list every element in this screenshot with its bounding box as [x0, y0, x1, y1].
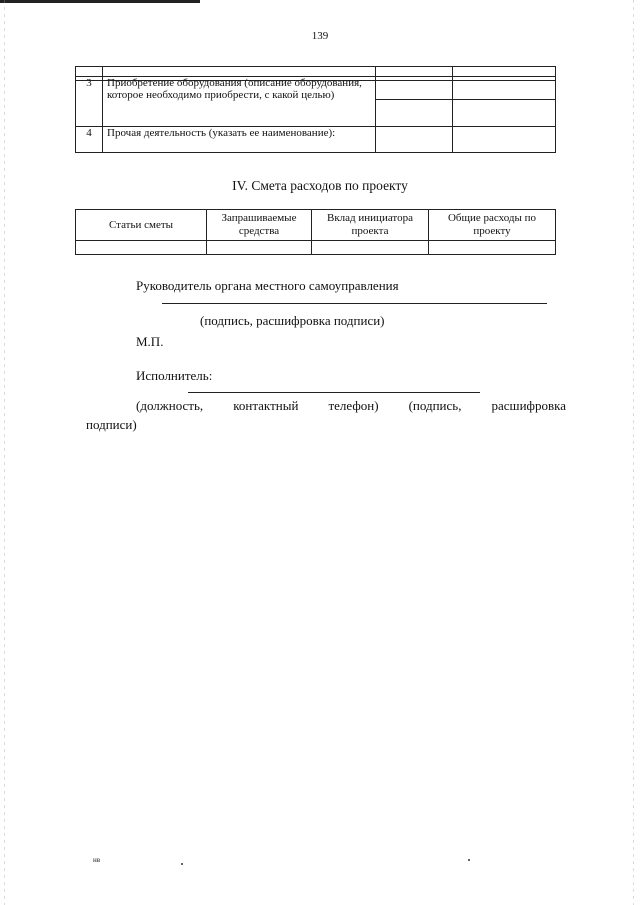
caption-word: расшифровка: [491, 398, 566, 413]
row-number: 3: [76, 77, 103, 127]
table-cell: [429, 241, 556, 255]
table-cell: [207, 241, 312, 255]
scan-edge: [633, 0, 634, 905]
footer-mark: нв: [93, 856, 101, 864]
row-number: [76, 67, 103, 77]
table-cell: [453, 77, 556, 127]
caption-word: контактный: [233, 398, 299, 413]
page-number: 139: [311, 30, 329, 42]
activities-table: [75, 66, 556, 153]
row-number: 4: [76, 127, 103, 153]
table-cell: [376, 127, 453, 153]
table-row: [76, 127, 556, 153]
table-row: [76, 67, 556, 77]
table-header-row: [76, 210, 556, 241]
row-description: Приобретение оборудования (описание оборудования, которое необходимо приобрести, с какой целью): [103, 77, 376, 127]
executor-caption-tail: подписи): [86, 417, 137, 432]
seal-label: М.П.: [136, 334, 164, 349]
top-edge-mark: [0, 0, 200, 3]
row-description: Прочая деятельность (указать ее наименование):: [103, 127, 376, 153]
table-cell: [76, 241, 207, 255]
table-row: [76, 77, 556, 127]
column-header: Вклад инициатора проекта: [312, 210, 429, 241]
table-cell: [453, 127, 556, 153]
signature-line: [162, 303, 547, 304]
budget-table: [75, 209, 556, 255]
executor-signature-line: [188, 392, 480, 393]
table-cell: [376, 67, 453, 77]
head-label: Руководитель органа местного самоуправления: [136, 278, 399, 293]
scan-speck: [181, 863, 183, 865]
column-header: Статьи сметы: [76, 210, 207, 241]
scan-edge: [4, 0, 5, 905]
scan-speck: [468, 859, 470, 861]
column-header: Общие расходы по проекту: [429, 210, 556, 241]
row-description: [103, 67, 376, 77]
caption-word: (должность,: [136, 398, 204, 413]
column-header: Запрашиваемые средства: [207, 210, 312, 241]
caption-word: (подпись,: [408, 398, 462, 413]
caption-word: телефон): [328, 398, 379, 413]
executor-caption: [136, 398, 566, 414]
table-cell: [376, 77, 453, 127]
table-row: [76, 241, 556, 255]
signature-caption: (подпись, расшифровка подписи): [200, 313, 385, 328]
table-cell: [312, 241, 429, 255]
executor-label: Исполнитель:: [136, 368, 213, 383]
section-title: IV. Смета расходов по проекту: [232, 178, 408, 193]
table-cell: [453, 67, 556, 77]
